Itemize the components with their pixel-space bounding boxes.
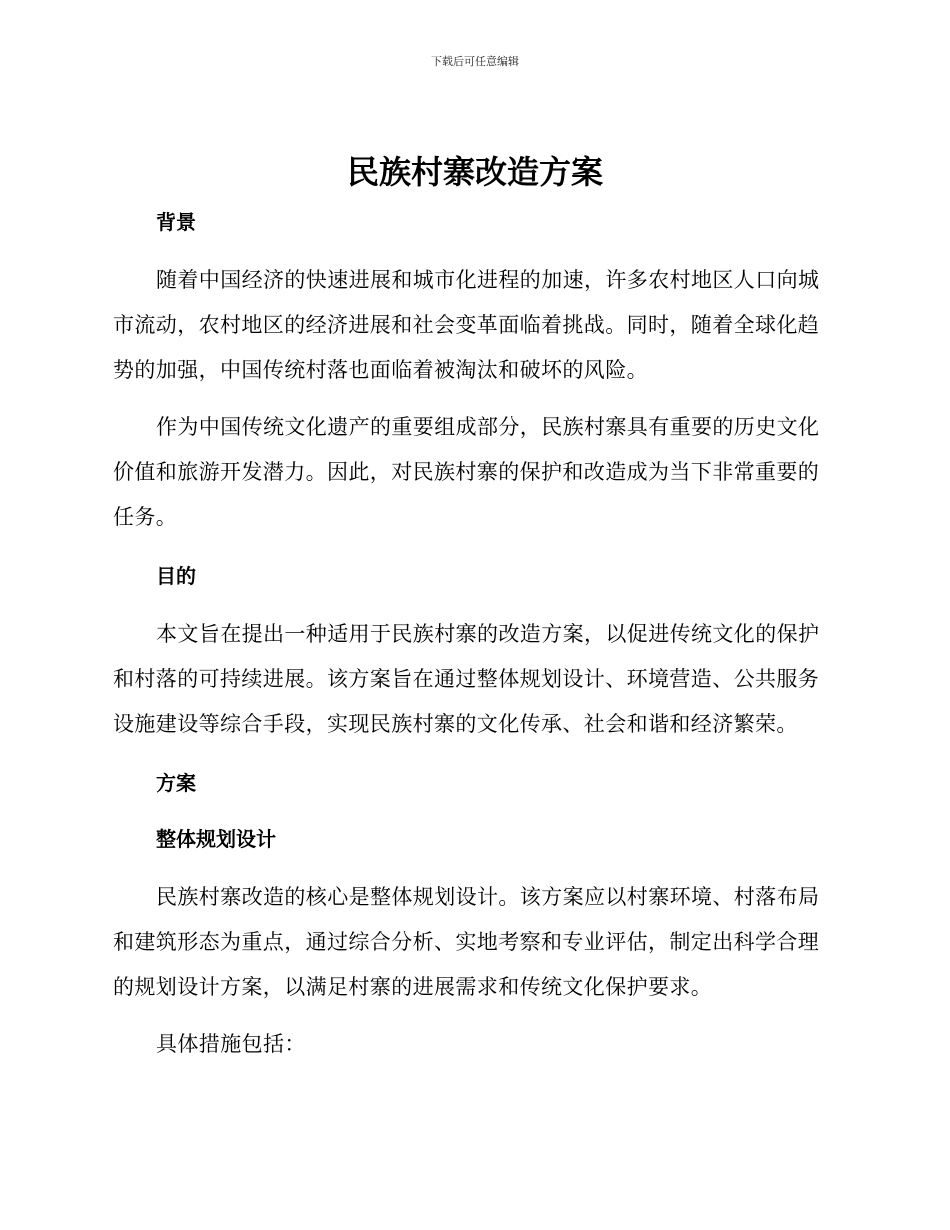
background-paragraph-2: 作为中国传统文化遗产的重要组成部分，民族村寨具有重要的历史文化价值和旅游开发潜力。因此，对民族村寨的保护和改造成为当下非常重要的任务。: [113, 415, 820, 529]
section-heading-plan: 方案: [156, 771, 196, 795]
section-heading-purpose: 目的: [156, 564, 196, 588]
document-title: 民族村寨改造方案: [346, 153, 603, 191]
plan-paragraph-1: 民族村寨改造的核心是整体规划设计。该方案应以村寨环境、村落布局和建筑形态为重点，通过综合分析、实地考察和专业评估，制定出科学合理的规划设计方案，以满足村寨的进展需求和传统文化保护要求。: [113, 885, 820, 999]
purpose-paragraph-1: 本文旨在提出一种适用于民族村寨的改造方案，以促进传统文化的保护和村落的可持续进展。该方案旨在通过整体规划设计、环境营造、公共服务设施建设等综合手段，实现民族村寨的文化传承、社会和谐和经济繁荣。: [113, 622, 820, 736]
section-heading-background: 背景: [156, 210, 196, 234]
header-note: 下载后可任意编辑: [431, 55, 519, 68]
plan-paragraph-2: 具体措施包括：: [156, 1032, 306, 1056]
document-body: [113, 202, 837, 1067]
subsection-heading-overall-planning: 整体规划设计: [156, 827, 276, 851]
background-paragraph-1: 随着中国经济的快速进展和城市化进程的加速，许多农村地区人口向城市流动，农村地区的经济进展和社会变革面临着挑战。同时，随着全球化趋势的加强，中国传统村落也面临着被淘汰和破坏的风险。: [113, 268, 820, 382]
